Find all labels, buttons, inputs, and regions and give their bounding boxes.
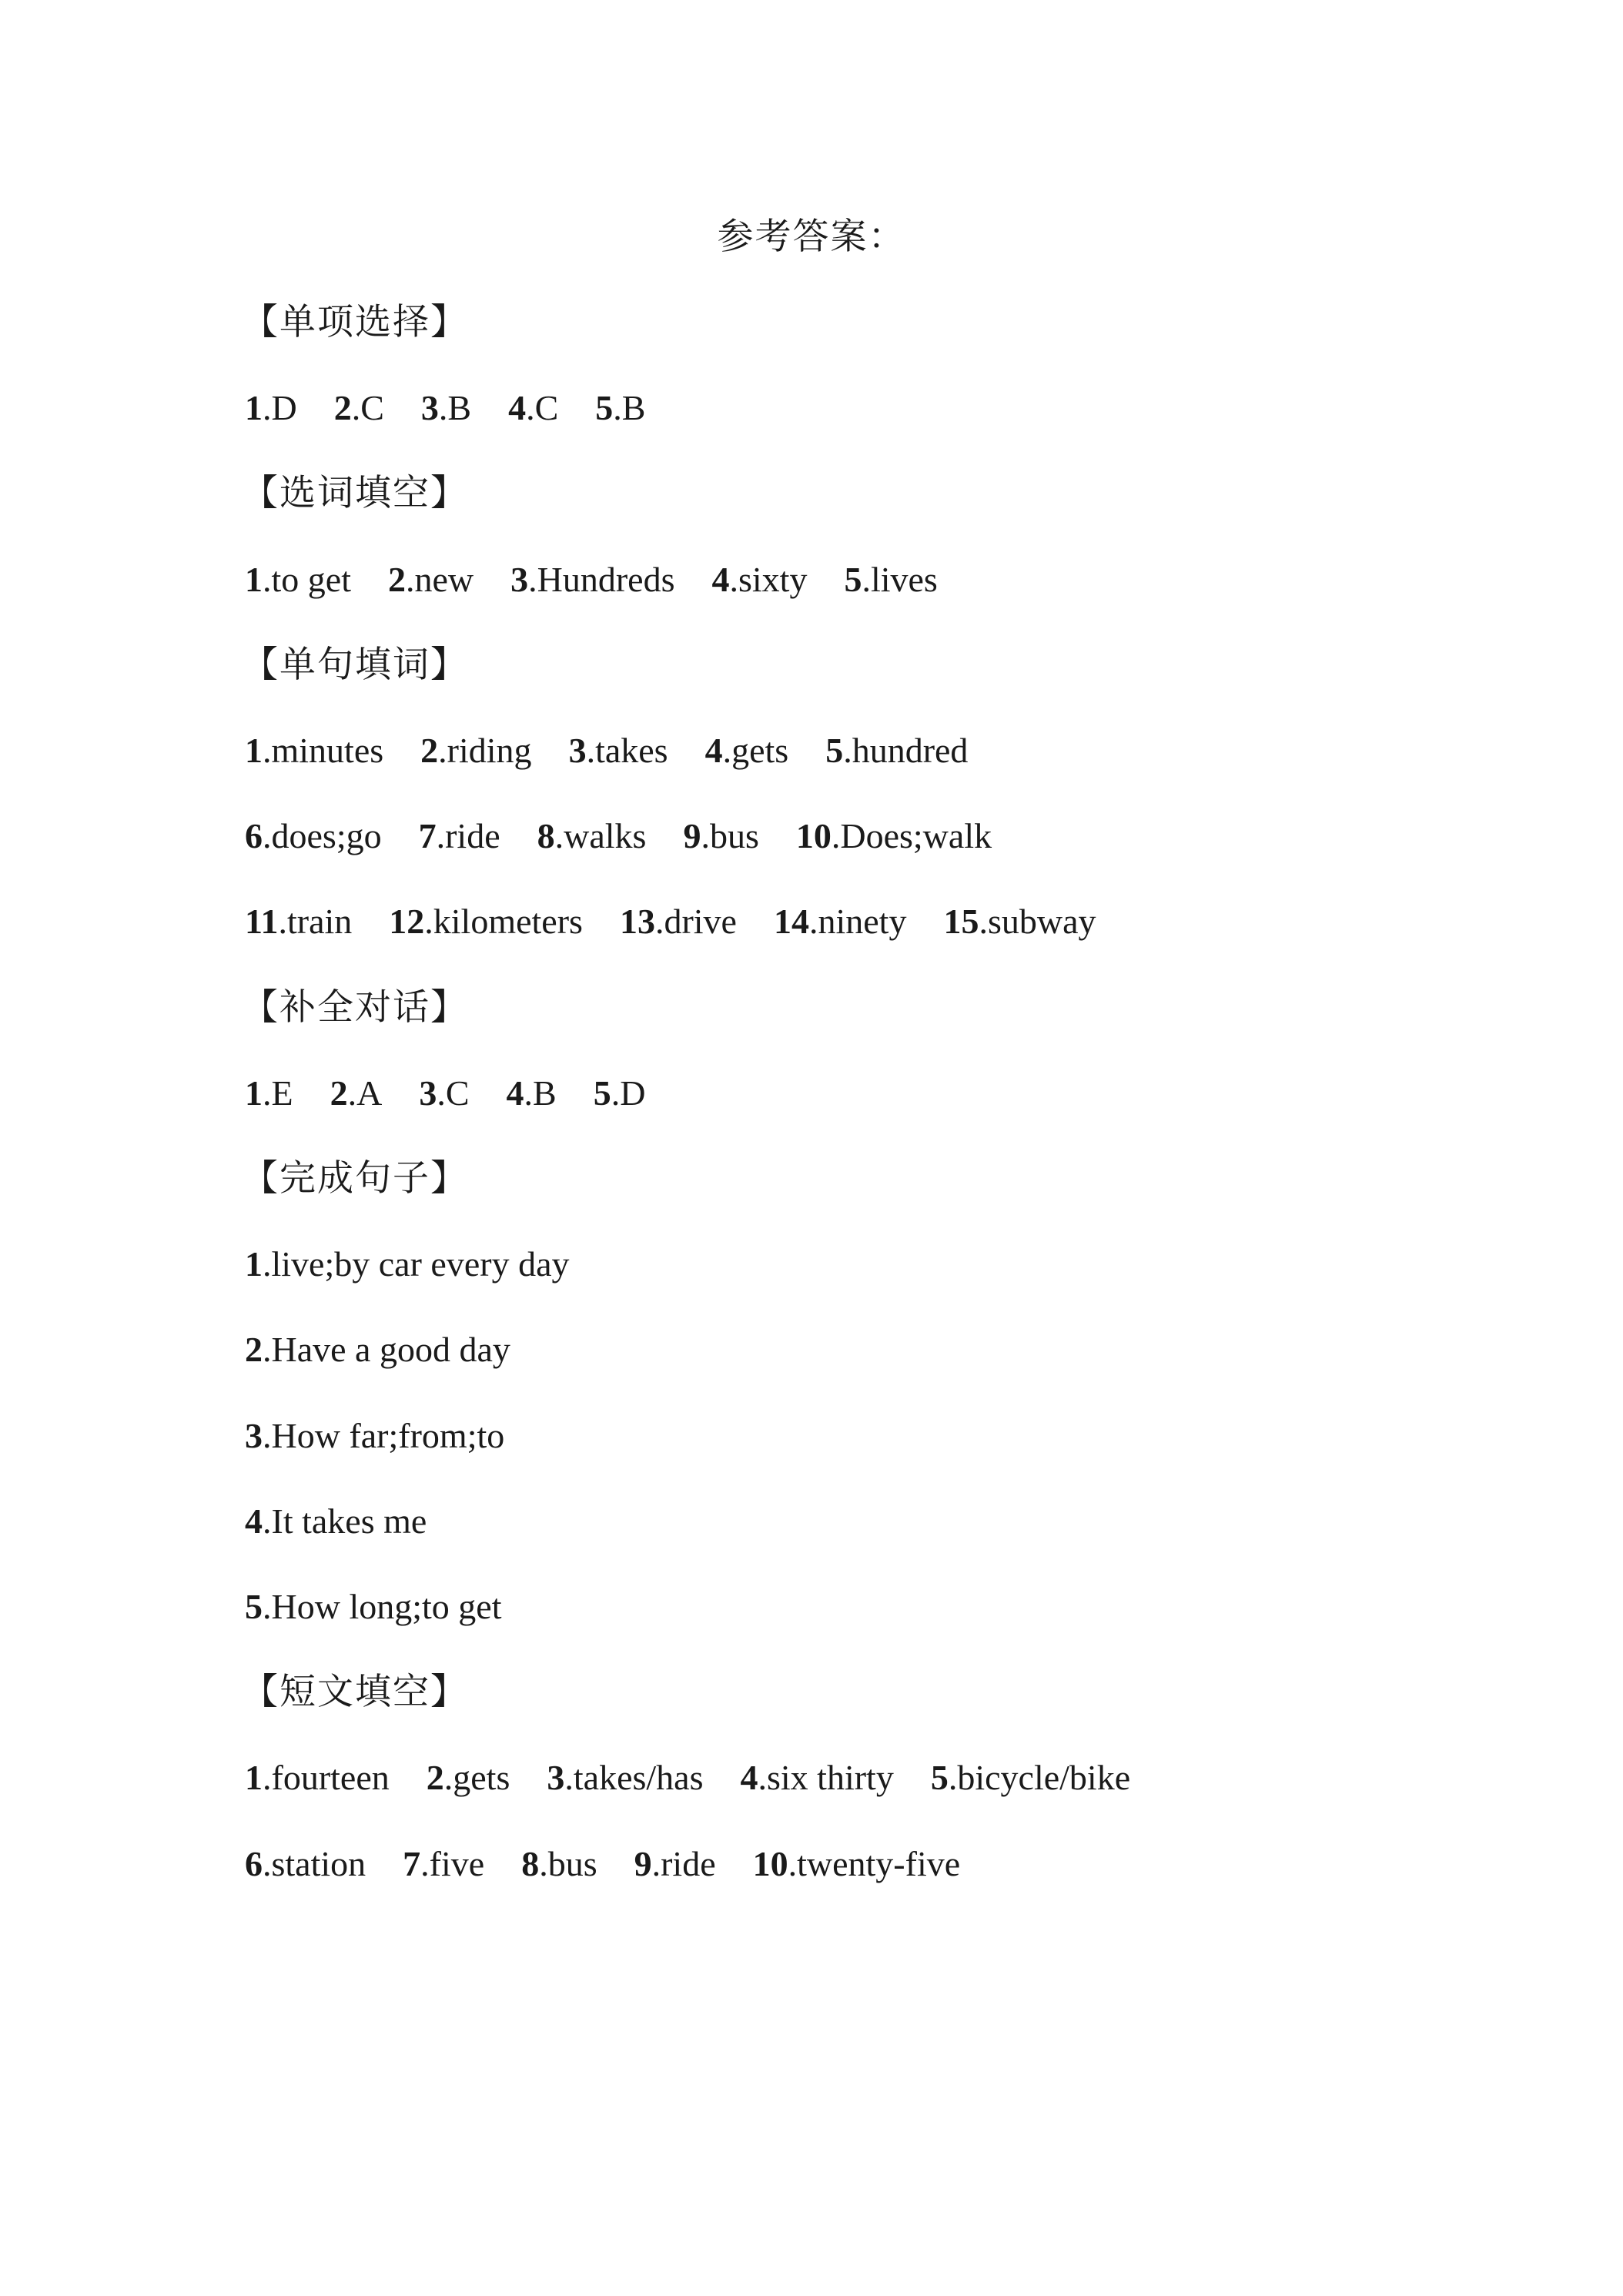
answer-text: .bus bbox=[539, 1843, 597, 1883]
answer-text: .C bbox=[437, 1073, 470, 1113]
answer-text: .drive bbox=[654, 902, 737, 942]
answer-item bbox=[774, 899, 906, 945]
answer-text: .sixty bbox=[729, 559, 808, 599]
answer-text: .riding bbox=[438, 731, 532, 770]
answer-number: 10 bbox=[795, 816, 832, 856]
answer-text: .gets bbox=[443, 1758, 510, 1798]
answer-line bbox=[245, 1413, 541, 1459]
answer-line bbox=[245, 1241, 606, 1287]
answer-number: 2 bbox=[420, 731, 439, 770]
answer-text: .does;go bbox=[263, 816, 382, 856]
answer-text: .C bbox=[351, 388, 384, 428]
answer-number: 6 bbox=[245, 816, 263, 856]
answer-text: .ninety bbox=[808, 902, 907, 942]
answer-text: .lives bbox=[862, 559, 938, 599]
answer-item bbox=[421, 385, 471, 431]
answer-number: 5 bbox=[825, 731, 844, 770]
section-heading: 【短文填空】 bbox=[242, 1672, 468, 1713]
answer-item bbox=[245, 385, 297, 431]
answer-item bbox=[943, 899, 1096, 945]
answer-line bbox=[245, 1070, 682, 1116]
answer-number: 8 bbox=[537, 816, 555, 856]
answer-item bbox=[796, 813, 992, 859]
answer-number: 2 bbox=[245, 1330, 263, 1370]
answer-item bbox=[711, 557, 807, 603]
answer-item bbox=[334, 385, 384, 431]
answer-item bbox=[245, 1584, 501, 1630]
answer-number: 9 bbox=[683, 816, 701, 856]
page-title: 参考答案： bbox=[717, 217, 906, 257]
answer-item bbox=[427, 1755, 510, 1801]
answer-text: .gets bbox=[722, 731, 789, 770]
answer-text: .twenty-five bbox=[788, 1843, 961, 1883]
answer-text: .B bbox=[438, 388, 472, 428]
answer-line bbox=[245, 385, 682, 431]
answer-item bbox=[419, 1070, 469, 1116]
answer-item bbox=[507, 1070, 557, 1116]
answer-text: .bicycle/bike bbox=[948, 1758, 1131, 1798]
section-heading: 【单项选择】 bbox=[242, 303, 468, 343]
answer-number: 1 bbox=[245, 731, 263, 770]
answer-number: 10 bbox=[752, 1843, 788, 1883]
answer-number: 1 bbox=[245, 559, 263, 599]
answer-item bbox=[931, 1755, 1130, 1801]
answer-item bbox=[825, 728, 968, 774]
answer-item bbox=[595, 385, 645, 431]
answer-number: 3 bbox=[419, 1073, 437, 1113]
answer-item bbox=[547, 1755, 703, 1801]
answer-item bbox=[634, 1841, 716, 1887]
answer-item bbox=[683, 813, 758, 859]
answer-item bbox=[705, 728, 789, 774]
answer-text: .subway bbox=[979, 902, 1096, 942]
answer-text: .live;by car every day bbox=[263, 1244, 570, 1284]
answer-item bbox=[508, 385, 558, 431]
answer-item bbox=[245, 813, 382, 859]
answer-number: 2 bbox=[387, 559, 406, 599]
answer-text: .E bbox=[263, 1073, 293, 1113]
answer-number: 13 bbox=[619, 902, 655, 942]
answer-item bbox=[388, 557, 474, 603]
answer-line bbox=[245, 728, 1005, 774]
answer-item bbox=[245, 1841, 366, 1887]
answer-number: 3 bbox=[568, 731, 587, 770]
answer-item bbox=[620, 899, 737, 945]
answer-text: .to get bbox=[263, 559, 351, 599]
answer-item bbox=[245, 1327, 510, 1373]
answer-text: .new bbox=[405, 559, 474, 599]
answer-number: 9 bbox=[634, 1843, 652, 1883]
answer-item bbox=[245, 1498, 427, 1545]
answer-text: .Have a good day bbox=[263, 1330, 510, 1370]
answer-number: 5 bbox=[844, 559, 862, 599]
answer-text: .train bbox=[278, 902, 353, 942]
answer-number: 14 bbox=[773, 902, 809, 942]
answer-text: .A bbox=[347, 1073, 383, 1113]
answer-text: .six thirty bbox=[758, 1758, 894, 1798]
answer-number: 2 bbox=[333, 388, 352, 428]
answer-text: .How long;to get bbox=[263, 1587, 502, 1626]
answer-text: .takes bbox=[586, 731, 668, 770]
answer-text: .walks bbox=[554, 816, 647, 856]
answer-item bbox=[330, 1070, 383, 1116]
answer-item bbox=[389, 899, 583, 945]
answer-item bbox=[245, 1755, 390, 1801]
answer-item bbox=[245, 1070, 293, 1116]
answer-line bbox=[245, 1327, 547, 1373]
answer-item bbox=[844, 557, 937, 603]
answer-line bbox=[245, 813, 1029, 859]
answer-item bbox=[245, 899, 352, 945]
section-heading: 【补全对话】 bbox=[242, 987, 468, 1028]
answer-text: .five bbox=[420, 1843, 485, 1883]
answer-text: .hundred bbox=[843, 731, 969, 770]
answer-number: 3 bbox=[547, 1758, 565, 1798]
answer-number: 2 bbox=[330, 1073, 348, 1113]
answer-item bbox=[245, 728, 383, 774]
answer-number: 1 bbox=[245, 388, 263, 428]
answer-number: 3 bbox=[510, 559, 529, 599]
section-heading: 【选词填空】 bbox=[242, 474, 468, 514]
answer-number: 3 bbox=[245, 1415, 263, 1455]
answer-text: .ride bbox=[436, 816, 500, 856]
answer-text: .B bbox=[613, 388, 646, 428]
answer-item bbox=[510, 557, 674, 603]
answer-number: 5 bbox=[593, 1073, 611, 1113]
answer-number: 7 bbox=[403, 1843, 421, 1883]
answer-item bbox=[569, 728, 668, 774]
answer-number: 3 bbox=[420, 388, 439, 428]
answer-item bbox=[594, 1070, 646, 1116]
answer-item bbox=[420, 728, 531, 774]
answer-number: 7 bbox=[418, 816, 437, 856]
answer-line bbox=[245, 1755, 1167, 1801]
answer-number: 11 bbox=[245, 902, 279, 942]
answer-text: .B bbox=[524, 1073, 557, 1113]
answer-text: .takes/has bbox=[564, 1758, 704, 1798]
answer-text: .D bbox=[263, 388, 297, 428]
answer-item bbox=[753, 1841, 961, 1887]
answer-line bbox=[245, 1498, 463, 1545]
answer-number: 4 bbox=[711, 559, 730, 599]
answer-number: 1 bbox=[245, 1073, 263, 1113]
answer-text: .ride bbox=[651, 1843, 716, 1883]
answer-line bbox=[245, 1841, 997, 1887]
answer-text: .minutes bbox=[263, 731, 384, 770]
answer-text: .station bbox=[263, 1843, 366, 1883]
answer-number: 4 bbox=[740, 1758, 758, 1798]
answer-number: 4 bbox=[245, 1501, 263, 1541]
answer-text: .It takes me bbox=[263, 1501, 427, 1541]
answer-number: 8 bbox=[521, 1843, 540, 1883]
answer-item bbox=[245, 557, 351, 603]
answer-text: .bus bbox=[701, 816, 759, 856]
answer-text: .Hundreds bbox=[528, 559, 675, 599]
answer-number: 12 bbox=[389, 902, 425, 942]
section-heading: 【单句填词】 bbox=[242, 644, 468, 685]
answer-number: 5 bbox=[595, 388, 614, 428]
answer-line bbox=[245, 899, 1133, 945]
answer-line bbox=[245, 557, 975, 603]
answer-item bbox=[537, 813, 647, 859]
answer-number: 2 bbox=[426, 1758, 444, 1798]
answer-text: .C bbox=[526, 388, 559, 428]
answer-item bbox=[741, 1755, 894, 1801]
answer-item bbox=[403, 1841, 484, 1887]
answer-text: .How far;from;to bbox=[263, 1415, 505, 1455]
answer-number: 4 bbox=[704, 731, 723, 770]
answer-text: .fourteen bbox=[263, 1758, 390, 1798]
answer-number: 5 bbox=[245, 1587, 263, 1626]
answer-number: 6 bbox=[245, 1843, 263, 1883]
answer-number: 4 bbox=[508, 388, 527, 428]
answer-text: .Does;walk bbox=[831, 816, 992, 856]
answer-number: 15 bbox=[943, 902, 979, 942]
answer-number: 1 bbox=[245, 1758, 263, 1798]
answer-item bbox=[245, 1241, 569, 1287]
answer-item bbox=[245, 1413, 504, 1459]
answer-item bbox=[419, 813, 500, 859]
answer-text: .kilometers bbox=[424, 902, 583, 942]
section-heading: 【完成句子】 bbox=[242, 1159, 468, 1199]
answer-item bbox=[521, 1841, 597, 1887]
answer-number: 4 bbox=[506, 1073, 524, 1113]
answer-number: 1 bbox=[245, 1244, 263, 1284]
answer-text: .D bbox=[611, 1073, 646, 1113]
answer-line bbox=[245, 1584, 538, 1630]
answer-number: 5 bbox=[930, 1758, 949, 1798]
